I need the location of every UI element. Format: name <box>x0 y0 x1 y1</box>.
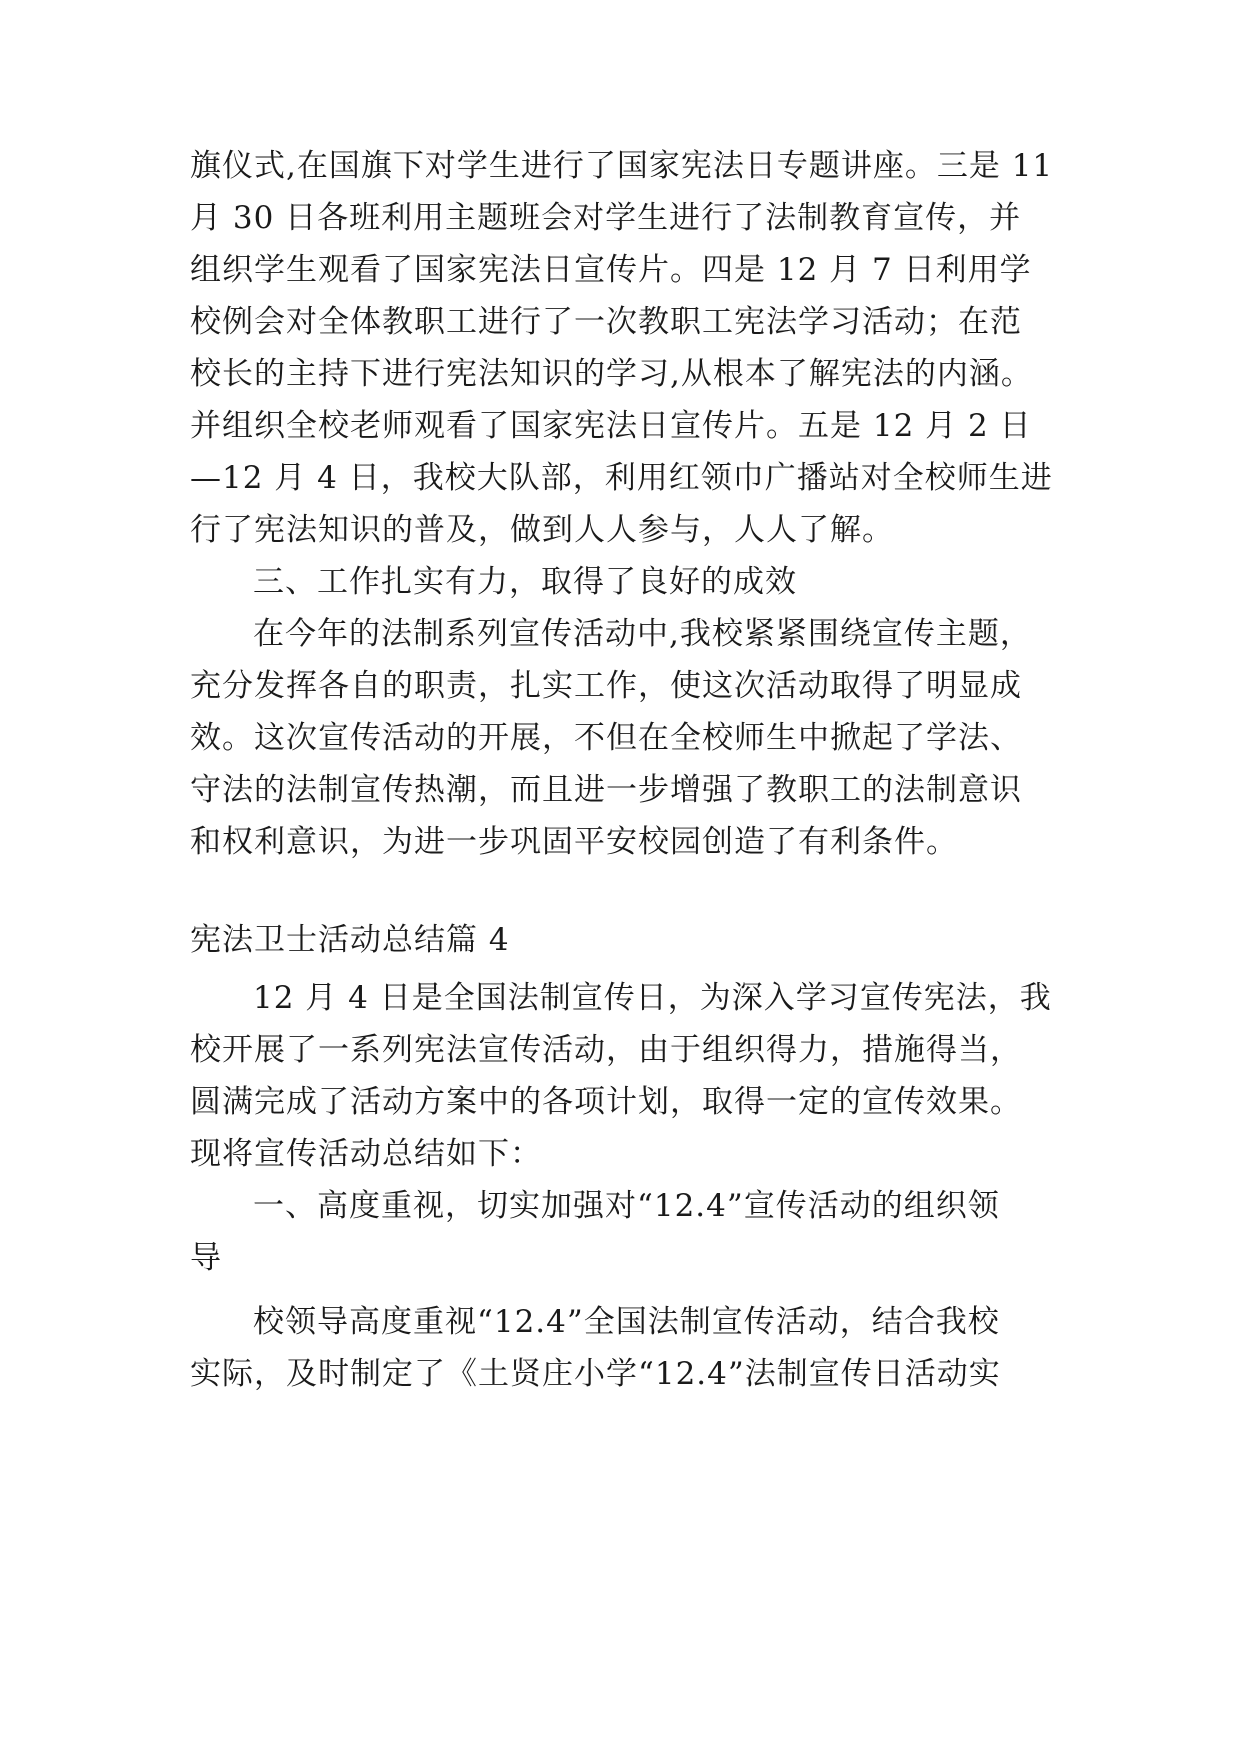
body-line: —12 月 4 日，我校大队部，利用红领巾广播站对全校师生进 <box>190 460 1053 496</box>
body-line: 校开展了一系列宪法宣传活动，由于组织得力，措施得当， <box>190 1032 1022 1068</box>
body-line: 组织学生观看了国家宪法日宣传片。四是 12 月 7 日利用学 <box>190 252 1032 288</box>
body-line: 效。这次宣传活动的开展，不但在全校师生中掀起了学法、 <box>190 720 1022 756</box>
body-line: 校领导高度重视“12.4”全国法制宣传活动，结合我校 <box>253 1304 1000 1340</box>
section-heading: 一、高度重视，切实加强对“12.4”宣传活动的组织领 <box>253 1188 1000 1224</box>
body-line: 行了宪法知识的普及，做到人人参与，人人了解。 <box>190 512 894 548</box>
body-line: 充分发挥各自的职责，扎实工作，使这次活动取得了明显成 <box>190 668 1022 704</box>
section-heading: 三、工作扎实有力，取得了良好的成效 <box>253 564 797 600</box>
body-line: 旗仪式,在国旗下对学生进行了国家宪法日专题讲座。三是 11 <box>190 148 1054 184</box>
body-line: 实际，及时制定了《土贤庄小学“12.4”法制宣传日活动实 <box>190 1356 1001 1392</box>
body-line: 圆满完成了活动方案中的各项计划，取得一定的宣传效果。 <box>190 1084 1022 1120</box>
body-line: 12 月 4 日是全国法制宣传日，为深入学习宣传宪法，我 <box>253 980 1052 1016</box>
body-line: 在今年的法制系列宣传活动中,我校紧紧围绕宣传主题， <box>253 616 1032 652</box>
document-title: 宪法卫士活动总结篇 4 <box>190 922 510 958</box>
body-line: 月 30 日各班利用主题班会对学生进行了法制教育宣传，并 <box>190 200 1022 236</box>
body-line: 校长的主持下进行宪法知识的学习,从根本了解宪法的内涵。 <box>190 356 1033 392</box>
body-line: 并组织全校老师观看了国家宪法日宣传片。五是 12 月 2 日 <box>190 408 1032 444</box>
body-line: 守法的法制宣传热潮，而且进一步增强了教职工的法制意识 <box>190 772 1022 808</box>
body-line: 和权利意识，为进一步巩固平安校园创造了有利条件。 <box>190 824 958 860</box>
body-line: 校例会对全体教职工进行了一次教职工宪法学习活动；在范 <box>190 304 1022 340</box>
body-line: 现将宣传活动总结如下： <box>190 1136 542 1172</box>
section-heading-continued: 导 <box>190 1240 222 1276</box>
